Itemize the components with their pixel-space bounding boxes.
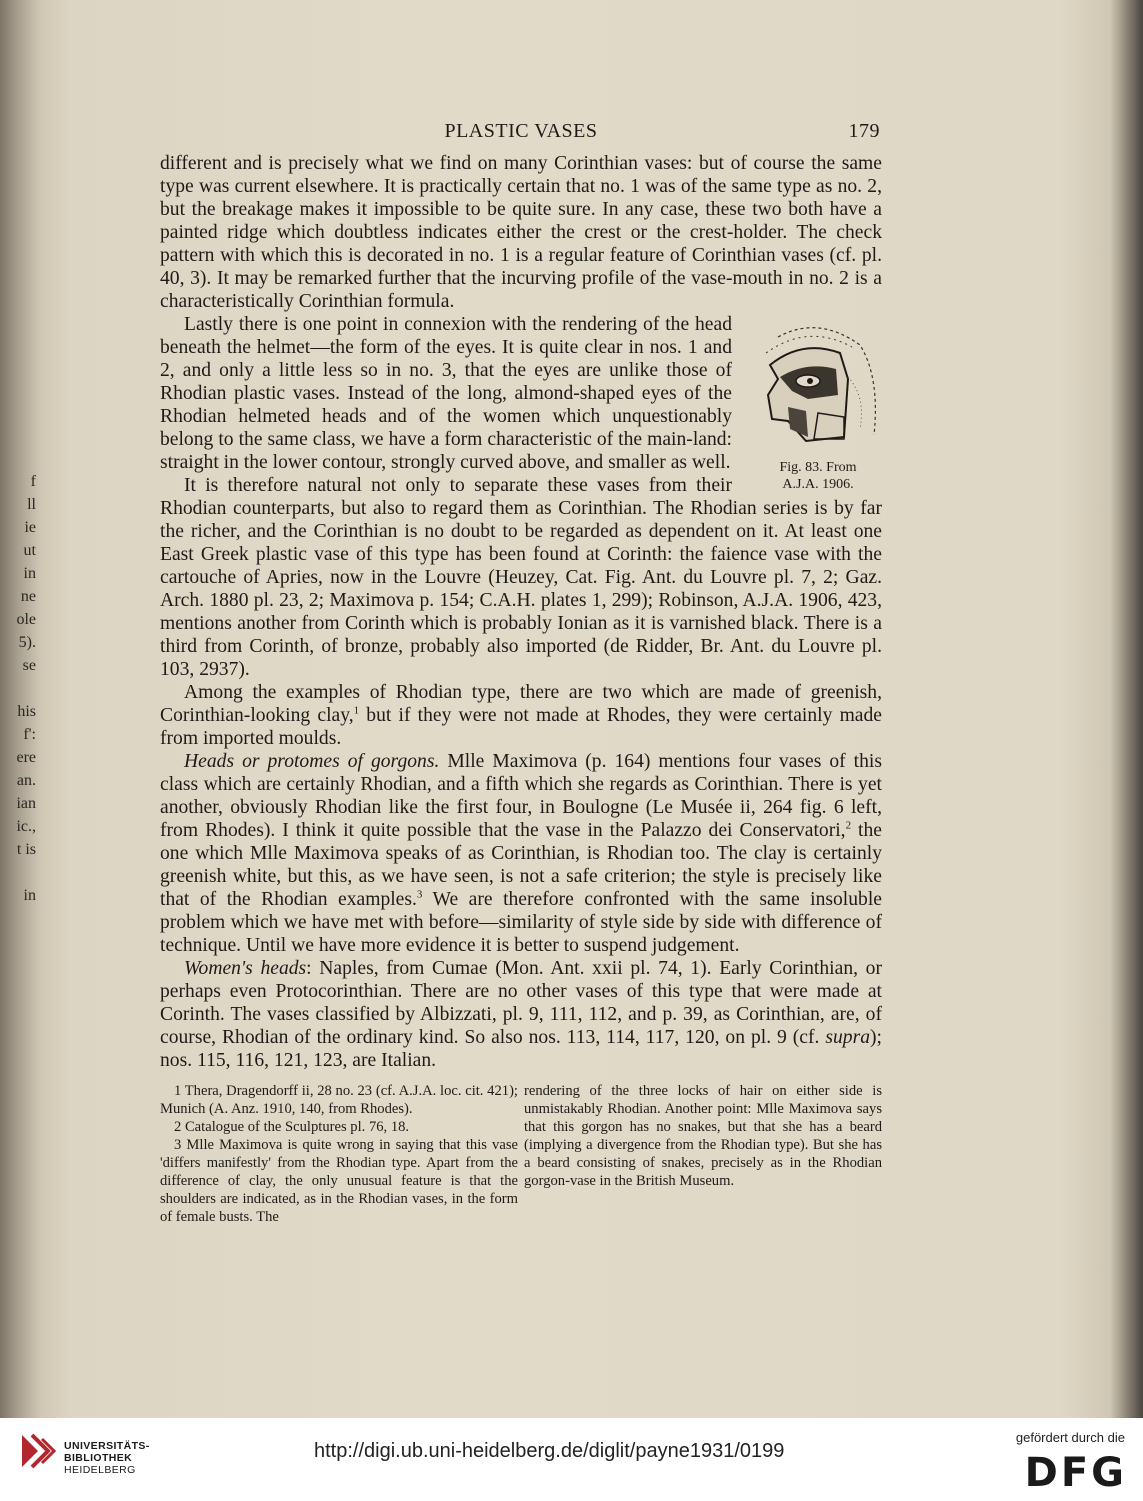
footnote: 3 Mlle Maximova is quite wrong in saying that this vase 'differs manifestly' from the Rhodian type. Apart from the difference of clay, the only unusual feature is that the shoulders are indicated, as in the Rhodian vases, in the form of female busts. The: [160, 1137, 518, 1225]
body-paragraph: It is therefore natural not only to separate these vases from their Rhodian counterparts, but also to regard them as Corinthian. The Rhodian series is by far the richer, and the Corinthian is no doubt to be regarded as dependent on it. At least one East Greek plastic vase of this type has been found at Corinth: the faience vase with the cartouche of Apries, now in the Louvre (Heuzey, Cat. Fig. Ant. du Louvre pl. 7, 2; Gaz. Arch. 1880 pl. 23, 2; Maximova p. 154; C.A.H. plates 1, 299); Robinson, A.J.A. 1906, 423, mentions another from Corinth which is probably Ionian as it is varnished black. There is a third from Corinth, of bronze, probably also imported (de Ridder, Br. Ant. du Louvre pl. 103, 2937).: [160, 475, 882, 680]
page-number: 179: [848, 120, 880, 142]
book-page: [160, 120, 882, 1226]
header-title: PLASTIC VASES: [444, 120, 598, 142]
figure-caption: Fig. 83. From: [779, 460, 857, 475]
margin-fragment: his: [17, 703, 36, 720]
paragraph-text: Among the examples of Rhodian type, there are two which are made of greenish, Corinthian-looking clay,: [160, 682, 882, 726]
margin-fragment: [0, 861, 40, 884]
library-name[interactable]: [64, 1440, 150, 1476]
margin-fragment: t is: [16, 841, 36, 858]
margin-fragment: se: [22, 657, 36, 674]
body-paragraph: [160, 750, 882, 957]
library-name-line: HEIDELBERG: [64, 1464, 136, 1476]
body-paragraph: [160, 681, 882, 750]
margin-fragment: ere: [16, 749, 36, 766]
paragraph-text: ); nos. 115, 116, 121, 123, are Italian.: [160, 1027, 882, 1071]
footnotes-left-column: [160, 1082, 518, 1226]
footnote: 1 Thera, Dragendorff ii, 28 no. 23 (cf. A.J.A. loc. cit. 421); Munich (A. Anz. 1910, 140, from Rhodes).: [160, 1083, 518, 1117]
margin-fragment: ian: [16, 795, 36, 812]
margin-fragment: ut: [23, 542, 36, 559]
funding-label: gefördert durch die: [1015, 1430, 1125, 1445]
margin-fragment: [0, 677, 40, 700]
footnote-ref: 1: [353, 704, 360, 717]
paragraph-text: : Naples, from Cumae (Mon. Ant. xxii pl. 74, 1). Early Corinthian, or perhaps even Protocorinthian. There are no other vases of this type that were made at Corinth. The vases classified by Albizzati, pl. 9, 111, 112, and p. 39, as Corinthian, are, of course, Rhodian of the ordinary kind. So also nos. 113, 114, 117, 120, on pl. 9 (cf.: [160, 958, 883, 1048]
paragraph-text: Mlle Maximova (p. 164) mentions four vases of this class which are certainly Rhodian, and a fifth which she regards as Corinthian. There is yet another, obviously Rhodian like the first four, in Boulogne (Le Musée ii, 264 fig. 6 left, from Rhodes). I think it quite possible that the vase in the Palazzo dei Conservatori,: [160, 751, 882, 841]
margin-fragment: ne: [20, 588, 36, 605]
footnote-ref: 3: [416, 888, 423, 901]
paragraph-text: We are therefore confronted with the same insoluble problem which we have met with before—similarity of style side by side with difference of technique. Until we have more evidence it is better to suspend judgement.: [160, 889, 882, 956]
library-name-line: BIBLIOTHEK: [64, 1452, 133, 1464]
margin-fragment: f: [30, 473, 36, 490]
library-name-line: UNIVERSITÄTS-: [64, 1440, 150, 1452]
university-library-logo-icon[interactable]: [18, 1431, 58, 1475]
margin-fragment: in: [23, 565, 36, 582]
running-header: [160, 120, 882, 152]
margin-fragment: an.: [16, 772, 36, 789]
figure-caption-source: A.J.A. 1906.: [782, 477, 854, 492]
paragraph-text: but if they were not made at Rhodes, they were certainly made from imported moulds.: [160, 705, 882, 749]
footnote: 2 Catalogue of the Sculptures pl. 76, 18.: [174, 1119, 410, 1135]
body-paragraph: Lastly there is one point in connexion with the rendering of the head beneath the helmet—the form of the eyes. It is quite clear in nos. 1 and 2, and only a little less so in no. 3, that the eyes are unlike those of Rhodian plastic vases. Instead of the long, almond-shaped eyes of the Rhodian helmeted heads and of the women which unquestionably belong to the same class, we have a form characteristic of the main-land: straight in the lower contour, strongly curved above, and smaller as well.: [160, 314, 732, 473]
previous-page-margin: [0, 470, 40, 907]
section-heading-gorgons: Heads or protomes of gorgons.: [184, 751, 440, 772]
footnote-ref: 2: [845, 819, 852, 832]
margin-fragment: f':: [23, 726, 36, 743]
margin-fragment: ole: [16, 611, 36, 628]
paragraph-text: the one which Mlle Maximova speaks of as Corinthian, is Rhodian too. The clay is certainly greenish white, but this, as we have seen, is not a safe criterion; the style is precisely like that of the Rhodian examples.: [160, 820, 882, 910]
body-paragraph: different and is precisely what we find on many Corinthian vases: but of course the same type was current elsewhere. It is practically certain that no. 1 was of the same type as no. 2, but the breakage makes it impossible to be quite sure. In any case, these two both have a painted ridge which doubtless indicates either the crest or the crest-holder. The check pattern with which this is decorated in no. 1 is a regular feature of Corinthian vases (cf. pl. 40, 3). It may be remarked further that the incurving profile of the vase-mouth in no. 2 is a characteristically Corinthian formula.: [160, 153, 882, 312]
margin-fragment: ll: [27, 496, 36, 513]
footnote-continuation: rendering of the three locks of hair on either side is unmistakably Rhodian. Another point: Mlle Maximova says that this gorgon has no snakes, but that she has a beard (implying a divergence from the Rhodian type). But she has a beard consisting of snakes, precisely as in the Rhodian gorgon-vase in the British Museum.: [524, 1083, 882, 1189]
margin-fragment: ic.,: [16, 818, 36, 835]
figure-83: [742, 317, 894, 493]
dfg-logo[interactable]: DFG: [1024, 1450, 1127, 1496]
italic-word: supra: [825, 1027, 871, 1048]
footnotes-right-column: [524, 1082, 882, 1226]
margin-fragment: 5).: [18, 634, 36, 651]
section-heading-womens-heads: Women's heads: [184, 958, 307, 979]
margin-fragment: ie: [24, 519, 36, 536]
viewer-footer: [0, 1418, 1143, 1501]
permalink-url[interactable]: http://digi.ub.uni-heidelberg.de/diglit/payne1931/0199: [314, 1440, 785, 1462]
margin-fragment: in: [23, 887, 36, 904]
body-paragraph: [160, 957, 882, 1072]
helmeted-head-drawing: [748, 317, 888, 455]
footnotes: [160, 1082, 882, 1226]
